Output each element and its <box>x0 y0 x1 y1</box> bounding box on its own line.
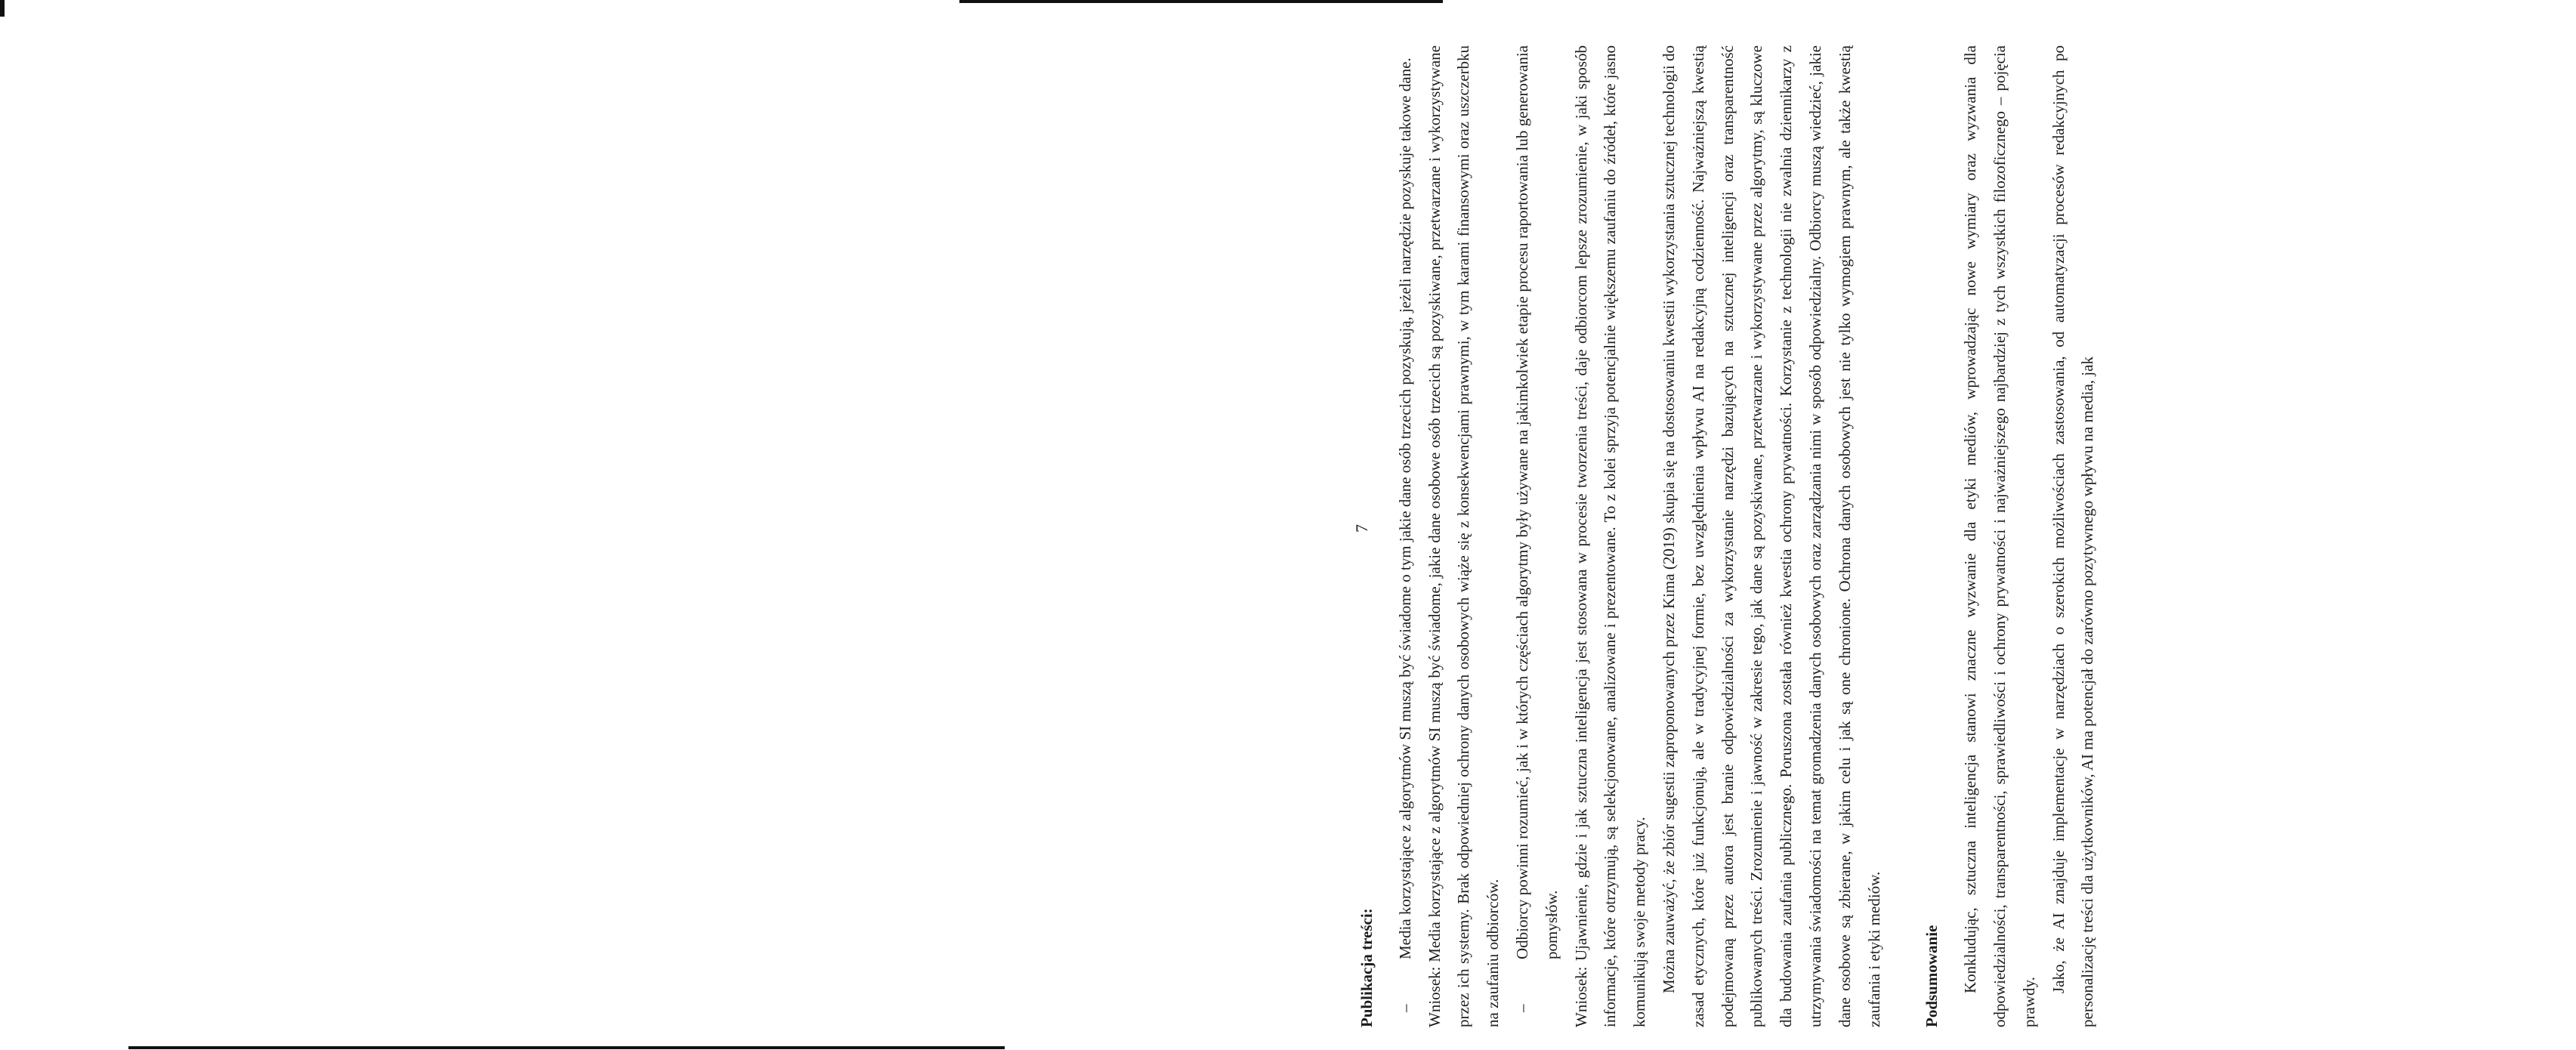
conclusion-paragraph: Wniosek: Media korzystające z algorytmów SI muszą być świadome, jakie dane osobowe osób trzecich są pozyskiwane, przetwarzane i wykorzystywane przez ich systemy. Brak odpowiedniej ochrony danych osobowych wiąże się z konsekwencjami prawnymi, w tym karami finansowymi oraz uszczerbku na zaufaniu odbiorców. <box>1425 45 1503 1027</box>
summary-heading: Podsumowanie <box>1923 925 1941 1027</box>
scan-edge-bottom <box>128 1046 1005 1049</box>
rotated-page <box>1352 45 2576 1027</box>
summary-paragraph: Konkludując, sztuczna inteligencja stanowi znaczne wyzwanie dla etyki mediów, wprowadzając nowe wymiary oraz wyzwania dla odpowiedzialności, transparentności, sprawiedliwości i ochrony prywatności i najważniejszego najbardziej z tych wszystkich filozoficznego – pojęcia prawdy. <box>1961 45 2038 1027</box>
bullet-text: Odbiorcy powinni rozumieć, jak i w których częściach algorytmy były używane na jakimkolwiek etapie procesu raportowania lub generowania pomysłów. <box>1512 45 1561 959</box>
scan-edge-left <box>0 0 5 17</box>
scan-edge-top <box>959 0 1443 3</box>
bullet-dash: – <box>1395 1004 1414 1012</box>
page-number: 7 <box>1352 524 1371 533</box>
publication-heading: Publikacja treści: <box>1357 908 1376 1027</box>
section-spacer <box>1889 45 1917 1027</box>
bullet-text: Media korzystające z algorytmów SI muszą być świadome o tym jakie dane osób trzecich pozyskują, jeżeli narzędzie pozyskuje takowe dane. <box>1395 57 1414 959</box>
body-paragraph: Można zauważyć, że zbiór sugestii zaproponowanych przez Kima (2019) skupia się na dostosowaniu kwestii wykorzystania sztucznej technologii do zasad etycznych, które już funkcjonują, ale w tradycyjnej formie, bez uwzględnienia wpływu AI na redakcyjną codzienność. Najważniejszą kwestią podejmowaną przez autora jest branie odpowiedzialności za wykorzystanie narzędzi bazujących na sztucznej inteligencji oraz transparentność publikowanych treści. Zrozumienie i jawność w zakresie tego, jak dane są pozyskiwane, przetwarzane i wykorzystywane przez algorytmy, są kluczowe dla budowania zaufania publicznego. Poruszona została również kwestia ochrony prywatności. Korzystanie z technologii nie zwalnia dziennikarzy z utrzymywania świadomości na temat gromadzenia danych osobowych oraz zarządzania nimi w sposób odpowiedzialny. Odbiorcy muszą wiedzieć, jakie dane osobowe są zbierane, w jakim celu i jak są one chronione. Ochrona danych osobowych jest nie tylko wymogiem prawnym, ale także kwestią zaufania i etyki mediów. <box>1659 45 1883 1027</box>
bullet-item <box>1508 45 1567 1027</box>
bullet-dash: – <box>1512 1004 1531 1012</box>
bullet-item <box>1391 45 1420 1027</box>
conclusion-paragraph: Wniosek: Ujawnienie, gdzie i jak sztuczna inteligencja jest stosowana w procesie tworzenia treści, daje odbiorcom lepsze zrozumienie, w jaki sposób informacje, które otrzymują, są selekcjonowane, analizowane i prezentowane. To z kolei sprzyja potencjalnie większemu zaufaniu do źródeł, które jasno komunikują swoje metody pracy. <box>1571 45 1649 1027</box>
summary-paragraph: Jako, że AI znajduje implementacje w narzędziach o szerokich możliwościach zastosowania, od automatyzacji procesów redakcyjnych po personalizację treści dla użytkowników, AI ma potencjał do zarówno pozytywnego wpływu na media, jak <box>2049 45 2097 1027</box>
